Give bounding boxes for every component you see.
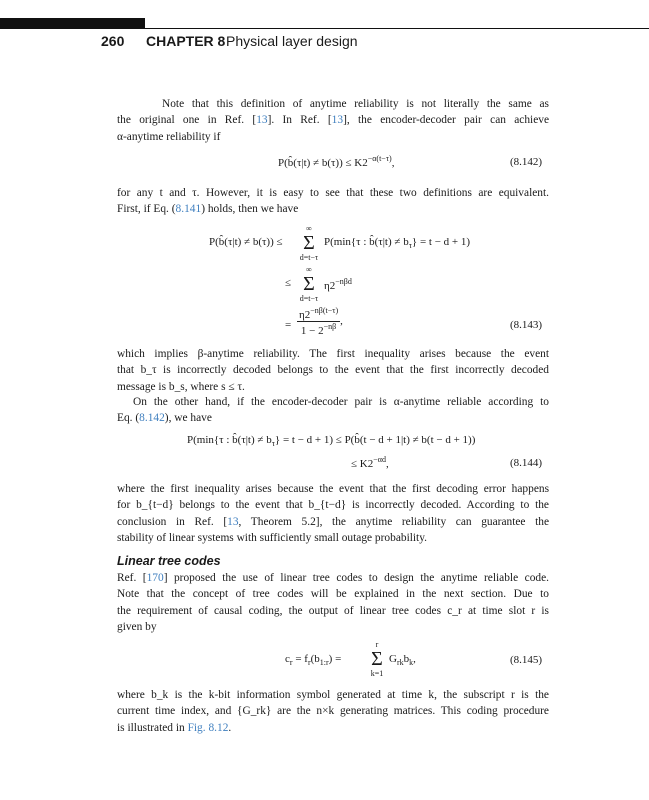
section-heading: Linear tree codes (117, 554, 221, 568)
equation-number: (8.143) (510, 319, 543, 331)
text-line: for any t and τ. However, it is easy to see that these two definitions are equivalent. (117, 187, 549, 199)
eq-line-1-rhs: P(min{τ : b̂(τ|t) ≠ $b_\tau\} = t - d + 1$) (324, 236, 471, 250)
text-line: First, if Eq. (8.141) holds, then we have (117, 203, 299, 216)
text-line: Note that the concept of tree codes will be explained in the next section. Due to (117, 588, 549, 601)
paragraph-7 (117, 687, 549, 736)
ref-link[interactable]: 13 (227, 515, 239, 528)
eq-line-3-rel: = (285, 319, 292, 331)
eq-line-1: P(min{τ : b̂(τ|t) ≠ $b_\tau\} = t - d + 1$) ≤ P(b̂(t − d + 1|t) ≠ b(t − d + 1)) (187, 434, 476, 448)
text-line: Eq. (8.142), we have (117, 412, 212, 425)
equation-link[interactable]: 8.141 (175, 203, 202, 216)
text-line: the requirement of causal coding, the output of linear tree codes c_r at time slot r is (117, 604, 549, 617)
paragraph-4 (117, 394, 549, 427)
eq-fraction: $\frac{\eta 2^{-n\beta(t-\tau)}}{1 - 2^{-n\beta}}$ , (299, 306, 343, 337)
equation-number: (8.145) (510, 654, 543, 666)
text-line: α-anytime reliability if (117, 130, 221, 143)
text-line: where the first inequality arises because the event that the first decoding error happens (117, 483, 549, 495)
text-line: that b_τ is incorrectly decoded belongs to the event that the first incorrectly decoded (117, 364, 549, 377)
text-line: for b_{t−d} belongs to the event that b_{t−d} is incorrectly decoded. According to the (117, 499, 549, 512)
eq-line-1-lhs: P(b̂(τ|t) ≠ b(τ)) ≤ (209, 236, 283, 248)
eq-line-2-rel: ≤ (285, 277, 292, 289)
text-line: Ref. [170] proposed the use of linear tree codes to design the anytime reliable code. (117, 572, 549, 584)
chapter-title: Physical layer design (226, 33, 358, 49)
paragraph-2 (117, 185, 549, 218)
text-line: stability of linear systems with sufficiently small outage probability. (117, 531, 428, 544)
sum-symbol: ∞ Σ d=t−τ (299, 224, 319, 262)
equation-link[interactable]: 8.142 (139, 412, 165, 425)
header-bar (0, 18, 145, 29)
ref-link[interactable]: 170 (146, 572, 164, 584)
eq-line-2-rhs: $\eta 2^{-n\beta d}$ (324, 277, 352, 292)
text-line: where b_k is the k-bit information symbol generated at time k, the subscript r is the (117, 689, 549, 701)
text-line: On the other hand, if the encoder-decoder pair is α-anytime reliable according to (133, 396, 549, 408)
paragraph-5 (117, 481, 549, 546)
text-line: the original one in Ref. [13]. In Ref. [13], the encoder-decoder pair can achieve (117, 114, 550, 127)
text-line: current time index, and {G_rk} are the n×k generating matrices. This coding procedure (117, 705, 549, 718)
text-line: which implies β-anytime reliability. The first inequality arises because the event (117, 348, 549, 360)
figure-link[interactable]: Fig. 8.12 (187, 721, 229, 734)
page-number: 260 (101, 33, 125, 49)
text-line: given by (117, 620, 157, 633)
paragraph-3 (117, 346, 549, 395)
text-line: conclusion in Ref. [13, Theorem 5.2], the anytime reliability can guarantee the (117, 515, 550, 528)
ref-link[interactable]: 13 (331, 114, 344, 127)
eq-line-2: ≤ $K2^{-\alpha d}$, (351, 455, 389, 470)
eq-lhs: $c_r = f_r(b_{1:r})$ = (285, 653, 342, 667)
text-line: message is b_s, where s ≤ τ. (117, 380, 245, 393)
sum-symbol: r Σ k=1 (370, 640, 384, 678)
paragraph-1 (117, 96, 549, 145)
text-line: is illustrated in Fig. 8.12. (117, 721, 232, 734)
chapter-label: CHAPTER 8 (146, 33, 226, 49)
text-line: Note that this definition of anytime reliability is not literally the same as (162, 98, 549, 110)
header-rule (145, 28, 649, 29)
paragraph-6 (117, 570, 549, 635)
eq-rhs: $G_{rk}b_k$, (389, 653, 416, 667)
equation-number: (8.144) (510, 457, 543, 469)
equation-8-142: P(b̂(τ|t) ≠ $b(\tau)) \le K2^{-\alpha(t-\tau)}$, (278, 154, 395, 169)
sum-symbol: ∞ Σ d=t−τ (299, 265, 319, 303)
ref-link[interactable]: 13 (256, 114, 268, 127)
equation-number: (8.142) (510, 156, 543, 168)
running-header (0, 33, 649, 53)
